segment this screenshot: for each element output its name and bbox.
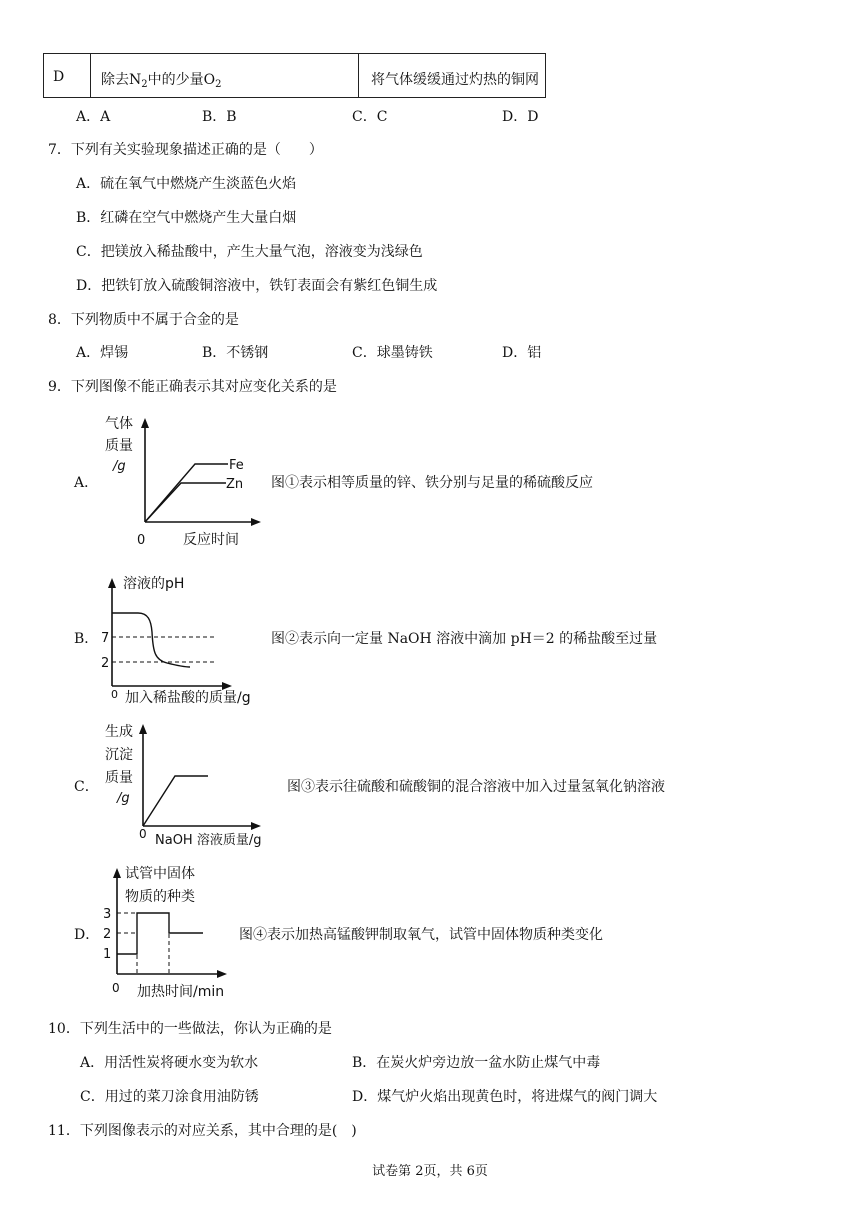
q9-option-c-letter[interactable]: C． — [74, 779, 99, 795]
answer-table-row — [43, 53, 546, 98]
graph-3-y-arrow — [139, 724, 147, 734]
graph-4-tick-2: 2 — [103, 927, 112, 942]
graph-1-label-fe: Fe — [229, 458, 244, 473]
graph-2-tick-2: 2 — [101, 656, 110, 671]
graph-3-ylabel-line2: 沉淀 — [105, 747, 133, 763]
graph-4-origin: 0 — [112, 981, 120, 995]
graph-2-tick-7: 7 — [101, 631, 110, 646]
graph-1-line-zn — [145, 483, 226, 522]
graph-3-x-arrow — [251, 822, 261, 830]
q10-option-c[interactable]: C．用过的菜刀涂食用油防锈 — [80, 1089, 259, 1105]
q7-option-b[interactable]: B．红磷在空气中燃烧产生大量白烟 — [76, 210, 297, 226]
graph-3-ylabel-line3: 质量 — [105, 770, 133, 786]
q8-option-b[interactable]: B．不锈钢 — [202, 345, 269, 361]
graph-4-line — [117, 913, 203, 954]
graph-1-y-arrow — [141, 418, 149, 428]
graph-2-ph-curve — [112, 613, 190, 667]
q8-option-c[interactable]: C．球墨铸铁 — [352, 345, 433, 361]
graph-4-x-arrow — [217, 970, 227, 978]
table-cell-method-text: 将气体缓缓通过灼热的铜网 — [371, 72, 539, 88]
graph-2-ylabel: 溶液的pH — [123, 576, 185, 592]
q9-option-a-letter[interactable]: A． — [74, 475, 99, 491]
graph-3-xlabel: NaOH 溶液质量/g — [155, 833, 262, 848]
graph-2-y-arrow — [108, 578, 116, 588]
q10-option-d[interactable]: D．煤气炉火焰出现黄色时，将进煤气的阀门调大 — [352, 1089, 658, 1105]
graph-1-origin: 0 — [137, 533, 146, 548]
q9-option-c-desc: 图③表示往硫酸和硫酸铜的混合溶液中加入过量氢氧化钠溶液 — [287, 779, 665, 795]
graph-4-solid-species-vs-time — [95, 862, 235, 1004]
graph-4-y-arrow — [113, 868, 121, 878]
graph-1-ylabel-line3: /g — [113, 459, 126, 474]
graph-3-ylabel-line4: /g — [117, 791, 130, 806]
graph-1-label-zn: Zn — [226, 477, 244, 492]
graph-4-tick-3: 3 — [103, 907, 112, 922]
table-cell-purpose-text: 除去$N_2$中的少量$O_2$ — [101, 72, 222, 90]
q8-option-a[interactable]: A．焊锡 — [76, 345, 129, 361]
q6-option-a[interactable]: A．A — [76, 109, 111, 125]
graph-1-line-fe — [145, 464, 228, 522]
q7-option-c[interactable]: C．把镁放入稀盐酸中，产生大量气泡，溶液变为浅绿色 — [76, 244, 423, 260]
graph-3-precipitate-vs-naoh — [95, 718, 280, 853]
graph-4-ylabel-line1: 试管中固体 — [125, 866, 195, 882]
q8-option-d[interactable]: D．铝 — [502, 345, 542, 361]
graph-1-x-arrow — [251, 518, 261, 526]
table-cell-label-text: D — [53, 69, 65, 85]
q9-stem: 9．下列图像不能正确表示其对应变化关系的是 — [48, 379, 337, 395]
graph-2-xlabel: 加入稀盐酸的质量/g — [125, 690, 251, 706]
graph-3-origin: 0 — [139, 827, 147, 841]
q7-option-d[interactable]: D．把铁钉放入硫酸铜溶液中，铁钉表面会有紫红色铜生成 — [76, 278, 438, 294]
graph-4-xlabel: 加热时间/min — [137, 984, 225, 1000]
graph-3-ylabel-line1: 生成 — [105, 724, 133, 740]
table-cell-label — [44, 54, 91, 97]
graph-1-ylabel-line2: 质量 — [105, 438, 133, 454]
graph-2-ph-vs-acid — [95, 572, 270, 710]
graph-1-xlabel: 反应时间 — [183, 532, 239, 548]
graph-4-ylabel-line2: 物质的种类 — [125, 889, 195, 905]
q7-stem: 7．下列有关实验现象描述正确的是（ ） — [48, 142, 323, 158]
q6-option-c[interactable]: C．C — [352, 109, 388, 125]
q10-option-b[interactable]: B．在炭火炉旁边放一盆水防止煤气中毒 — [352, 1055, 601, 1071]
graph-2-origin: 0 — [111, 688, 118, 701]
q10-stem: 10．下列生活中的一些做法，你认为正确的是 — [48, 1021, 332, 1037]
page-footer: 试卷第 2页，共 6页 — [372, 1164, 488, 1179]
q9-option-d-desc: 图④表示加热高锰酸钾制取氧气，试管中固体物质种类变化 — [239, 927, 603, 943]
q11-stem: 11．下列图像表示的对应关系，其中合理的是( ) — [48, 1123, 357, 1139]
q10-option-a[interactable]: A．用活性炭将硬水变为软水 — [80, 1055, 259, 1071]
graph-4-tick-1: 1 — [103, 947, 112, 962]
graph-1-ylabel-line1: 气体 — [105, 416, 133, 432]
q8-stem: 8．下列物质中不属于合金的是 — [48, 312, 239, 328]
q7-option-a[interactable]: A．硫在氧气中燃烧产生淡蓝色火焰 — [76, 176, 297, 192]
graph-1-gas-mass-vs-time — [95, 412, 265, 550]
q9-option-b-desc: 图②表示向一定量 NaOH 溶液中滴加 pH＝2 的稀盐酸至过量 — [271, 631, 658, 647]
graph-2-x-arrow — [222, 682, 232, 690]
q9-option-d-letter[interactable]: D． — [74, 927, 100, 943]
q9-option-b-letter[interactable]: B． — [74, 631, 99, 647]
q6-option-d[interactable]: D．D — [502, 109, 539, 125]
q6-option-b[interactable]: B．B — [202, 109, 237, 125]
graph-3-line — [143, 776, 208, 826]
q9-option-a-desc: 图①表示相等质量的锌、铁分别与足量的稀硫酸反应 — [271, 475, 593, 491]
table-cell-purpose — [91, 54, 359, 97]
